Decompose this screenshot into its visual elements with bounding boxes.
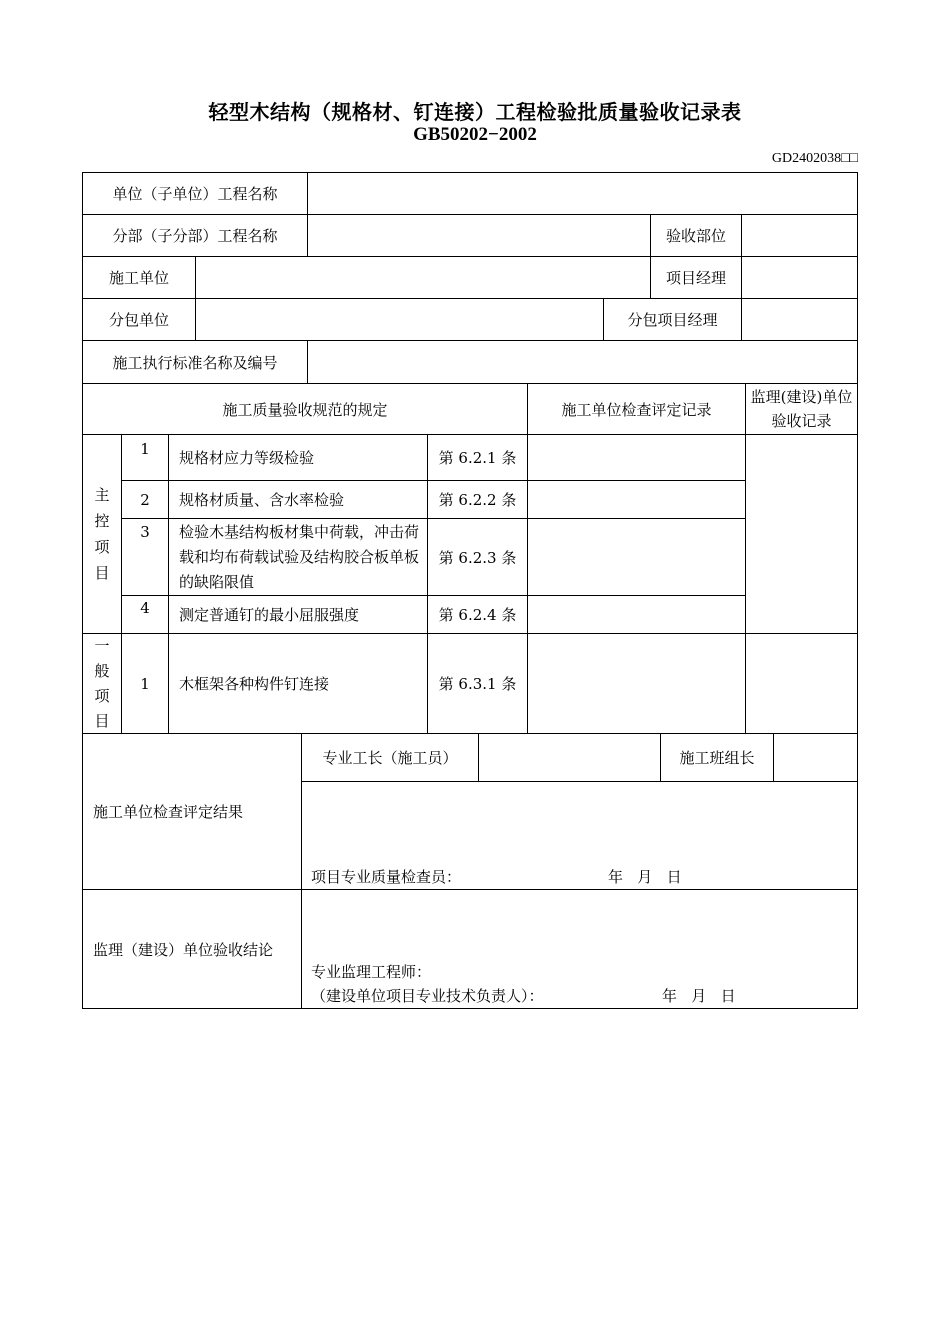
main-control-label: 主 控 项 目 — [82, 434, 122, 634]
spec-header: 施工质量验收规范的规定 — [82, 383, 528, 435]
form-code: GD2402038□□ — [771, 151, 858, 166]
main-item-clause: 第 6.2.2 条 — [427, 480, 528, 519]
main-item-record[interactable] — [527, 595, 746, 634]
unit-project-field[interactable] — [307, 172, 858, 215]
construction-record-header: 施工单位检查评定记录 — [527, 383, 746, 435]
team-leader-label: 施工班组长 — [660, 733, 774, 782]
main-item-record[interactable] — [527, 518, 746, 596]
general-item-num: 1 — [121, 633, 169, 734]
main-item-clause: 第 6.2.1 条 — [427, 434, 528, 481]
main-item-num: 1 — [121, 434, 169, 481]
general-supervision-field[interactable] — [745, 633, 858, 734]
result-date-label: 年 月 日 — [608, 868, 682, 886]
foreman-label: 专业工长（施工员） — [301, 733, 479, 782]
standard-name-field[interactable] — [307, 340, 858, 384]
main-item-num: 2 — [121, 480, 169, 519]
subcontract-manager-field[interactable] — [741, 298, 858, 341]
main-item-desc: 检验木基结构板材集中荷载，冲击荷载和均布荷载试验及结构胶合板单板的缺陷限值 — [168, 518, 428, 596]
inspector-label: 项目专业质量检查员： — [311, 868, 462, 886]
acceptance-part-field[interactable] — [741, 214, 858, 257]
subcontract-unit-field[interactable] — [195, 298, 604, 341]
team-leader-field[interactable] — [773, 733, 858, 782]
subcontract-manager-label: 分包项目经理 — [603, 298, 742, 341]
standard-number: GB50202−2002 — [413, 124, 537, 145]
project-manager-field[interactable] — [741, 256, 858, 299]
main-item-desc: 规格材质量、含水率检验 — [168, 480, 428, 519]
result-label: 施工单位检查评定结果 — [82, 733, 302, 890]
sub-project-label: 分部（子分部）工程名称 — [82, 214, 308, 257]
main-item-clause: 第 6.2.4 条 — [427, 595, 528, 634]
construction-unit-field[interactable] — [195, 256, 651, 299]
main-item-record[interactable] — [527, 434, 746, 481]
main-item-record[interactable] — [527, 480, 746, 519]
owner-label: （建设单位项目专业技术负责人）： — [311, 987, 544, 1005]
subcontract-unit-label: 分包单位 — [82, 298, 196, 341]
main-item-num: 3 — [121, 518, 169, 596]
general-label: 一 般 项 目 — [82, 633, 122, 734]
foreman-field[interactable] — [478, 733, 661, 782]
standard-name-label: 施工执行标准名称及编号 — [82, 340, 308, 384]
unit-project-label: 单位（子单位）工程名称 — [82, 172, 308, 215]
main-control-supervision-field[interactable] — [745, 434, 858, 634]
main-item-clause: 第 6.2.3 条 — [427, 518, 528, 596]
general-item-desc: 木框架各种构件钉连接 — [168, 633, 428, 734]
conclusion-date-label: 年 月 日 — [662, 987, 736, 1005]
sub-project-field[interactable] — [307, 214, 651, 257]
construction-unit-label: 施工单位 — [82, 256, 196, 299]
supervision-record-header: 监理(建设)单位验收记录 — [745, 383, 858, 435]
conclusion-label: 监理（建设）单位验收结论 — [82, 889, 302, 1009]
acceptance-part-label: 验收部位 — [650, 214, 742, 257]
main-item-num: 4 — [121, 595, 169, 634]
project-manager-label: 项目经理 — [650, 256, 742, 299]
main-item-desc: 规格材应力等级检验 — [168, 434, 428, 481]
general-item-clause: 第 6.3.1 条 — [427, 633, 528, 734]
form-title: 轻型木结构（规格材、钉连接）工程检验批质量验收记录表 — [208, 100, 742, 124]
main-item-desc: 测定普通钉的最小屈服强度 — [168, 595, 428, 634]
engineer-label: 专业监理工程师： — [311, 963, 432, 981]
general-item-record[interactable] — [527, 633, 746, 734]
